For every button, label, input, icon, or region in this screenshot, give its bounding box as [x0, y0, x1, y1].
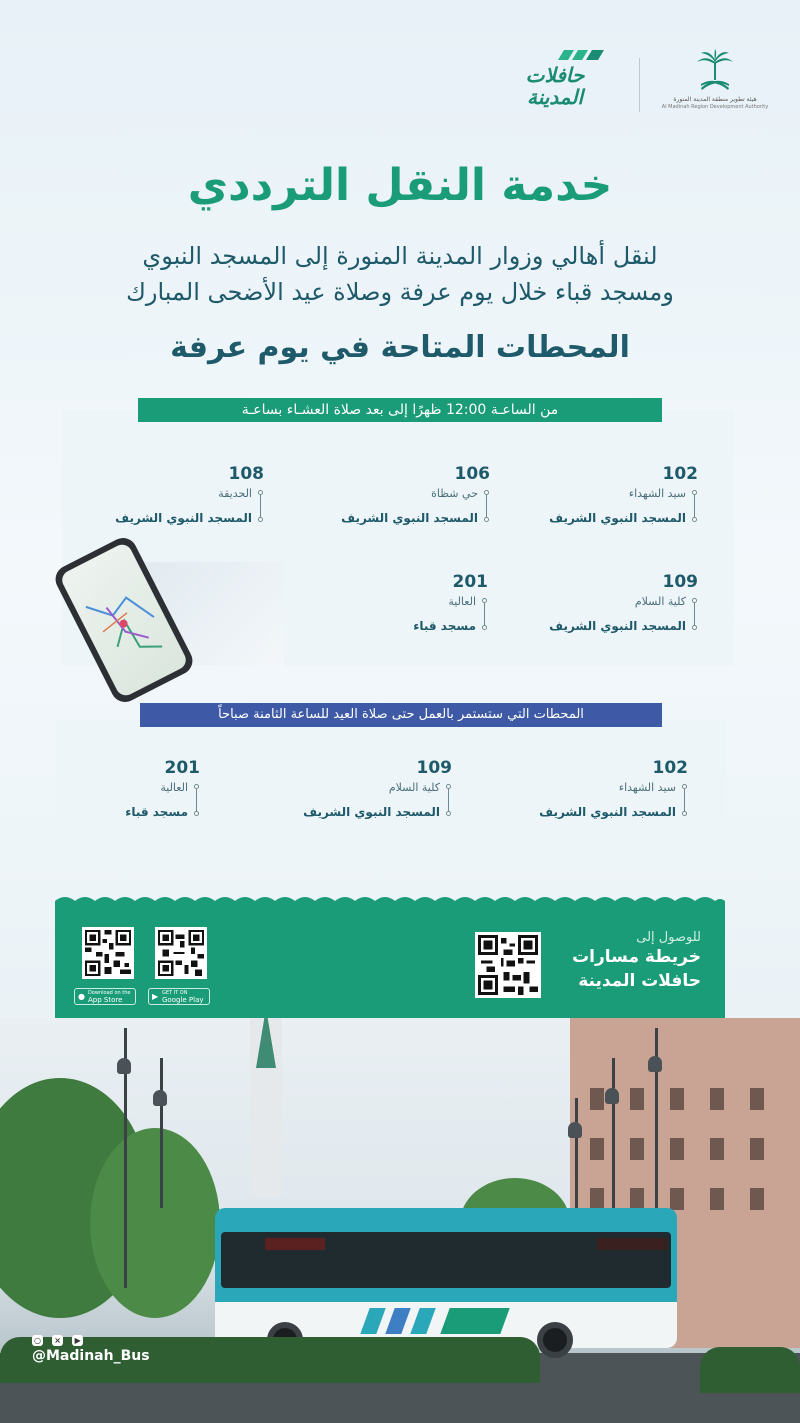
window — [710, 1188, 724, 1210]
app-store-badge[interactable] — [74, 988, 136, 1005]
station-to: المسجد النبوي الشريف — [115, 511, 252, 525]
app-store-line1: Download on the — [88, 990, 131, 996]
madinah-buses-logo — [500, 50, 610, 108]
station-route — [498, 594, 698, 634]
authority-logo — [660, 48, 770, 110]
route-start-dot-icon — [446, 784, 451, 789]
route-end-dot-icon — [258, 517, 263, 522]
route-end-dot-icon — [682, 811, 687, 816]
station-route — [252, 780, 452, 820]
station-to: المسجد النبوي الشريف — [341, 511, 478, 525]
station-card — [288, 572, 488, 634]
route-start-dot-icon — [194, 784, 199, 789]
route-end-dot-icon — [194, 811, 199, 816]
qr-code-icon — [158, 930, 204, 976]
window — [630, 1088, 644, 1110]
window — [590, 1188, 604, 1210]
app-store-line2: App Store — [88, 996, 123, 1004]
route-end-dot-icon — [484, 517, 489, 522]
lamp-post — [612, 1058, 615, 1228]
station-from: حي شظاة — [431, 487, 478, 500]
window — [630, 1138, 644, 1160]
caption-line2: خريطة مسارات — [572, 947, 701, 967]
window — [670, 1138, 684, 1160]
station-route — [288, 594, 488, 634]
street-lamp-icon — [153, 1090, 167, 1106]
app-store-qr-code[interactable] — [82, 927, 134, 979]
page-subtitle — [60, 238, 740, 310]
page-title: خدمة النقل الترددي — [187, 160, 613, 211]
station-from: سيد الشهداء — [628, 487, 686, 500]
logo-divider — [639, 58, 640, 112]
window — [710, 1138, 724, 1160]
window — [630, 1188, 644, 1210]
window — [750, 1138, 764, 1160]
bus-livery-stripe — [440, 1308, 509, 1334]
google-play-line1: GET IT ON — [162, 990, 188, 996]
caption-line3: حافلات المدينة — [578, 971, 701, 991]
arafah-hours-ribbon: من الساعـة 12:00 ظهرًا إلى بعد صلاة العشـاء بساعـة — [138, 398, 662, 422]
subtitle-line-2: ومسجد قباء خلال يوم عرفة وصلاة عيد الأضحى المبارك — [126, 278, 674, 306]
station-to: المسجد النبوي الشريف — [549, 619, 686, 633]
buses-logo-line2: المدينة — [526, 85, 584, 109]
social-footer — [32, 1328, 192, 1364]
qr-code-icon — [478, 935, 538, 995]
station-number: 108 — [228, 464, 264, 484]
station-from: كلية السلام — [634, 595, 686, 608]
station-card — [488, 758, 688, 820]
route-end-dot-icon — [482, 625, 487, 630]
route-start-dot-icon — [484, 490, 489, 495]
route-map-caption — [555, 930, 701, 993]
instagram-icon[interactable]: ○ — [32, 1335, 43, 1346]
station-to: مسجد قباء — [413, 619, 476, 633]
eid-hours-ribbon: المحطات التي ستستمر بالعمل حتى صلاة العيد للساعة الثامنة صباحاً — [140, 703, 662, 727]
hedge — [700, 1347, 800, 1393]
station-route — [498, 486, 698, 526]
route-start-dot-icon — [482, 598, 487, 603]
station-route — [64, 486, 264, 526]
station-from: العالية — [448, 595, 476, 608]
subtitle-line-1: لنقل أهالي وزوار المدينة المنورة إلى المسجد النبوي — [142, 242, 658, 270]
street-lamp-icon — [117, 1058, 131, 1074]
bus-destination-sign — [265, 1238, 325, 1250]
caption-line1: للوصول إلى — [636, 930, 701, 945]
header-logos — [460, 48, 770, 128]
tree — [90, 1128, 220, 1318]
station-from: الحديقة — [218, 487, 252, 500]
bus-photo — [215, 1208, 677, 1348]
bus-front-sign — [597, 1238, 667, 1250]
station-card — [498, 464, 698, 526]
station-from: كلية السلام — [388, 781, 440, 794]
station-route — [290, 486, 490, 526]
window — [590, 1088, 604, 1110]
logo-stripes-icon — [556, 50, 606, 60]
qr-code-icon — [85, 930, 131, 976]
station-number: 109 — [662, 572, 698, 592]
station-number: 201 — [452, 572, 488, 592]
station-to: مسجد قباء — [125, 805, 188, 819]
station-to: المسجد النبوي الشريف — [539, 805, 676, 819]
station-route — [0, 780, 200, 820]
authority-name-en: Al Madinah Region Development Authority — [661, 104, 769, 110]
station-card — [0, 758, 200, 820]
window — [590, 1138, 604, 1160]
google-play-qr-code[interactable] — [155, 927, 207, 979]
station-number: 102 — [652, 758, 688, 778]
social-handle[interactable]: @Madinah_Bus — [32, 1348, 150, 1364]
google-play-line2: Google Play — [162, 996, 204, 1004]
x-icon[interactable]: × — [52, 1335, 63, 1346]
apple-icon: ● — [78, 992, 85, 1001]
authority-name-ar: هيئة تطوير منطقة المدينة المنورة — [673, 96, 757, 103]
route-start-dot-icon — [258, 490, 263, 495]
palm-swords-emblem-icon — [693, 48, 737, 92]
lamp-post — [160, 1058, 163, 1208]
youtube-icon[interactable]: ▶ — [72, 1335, 83, 1346]
station-from: سيد الشهداء — [618, 781, 676, 794]
street-lamp-icon — [568, 1122, 582, 1138]
station-card — [252, 758, 452, 820]
bus-wheel — [537, 1322, 573, 1358]
window — [670, 1088, 684, 1110]
google-play-icon: ▶ — [152, 992, 159, 1001]
window — [750, 1188, 764, 1210]
route-start-dot-icon — [692, 598, 697, 603]
route-start-dot-icon — [682, 784, 687, 789]
window — [710, 1088, 724, 1110]
station-card — [290, 464, 490, 526]
station-to: المسجد النبوي الشريف — [303, 805, 440, 819]
route-end-dot-icon — [692, 625, 697, 630]
route-map-qr-code[interactable] — [475, 932, 541, 998]
buses-logo-line1: حافلات — [525, 63, 585, 87]
route-start-dot-icon — [692, 490, 697, 495]
station-route — [488, 780, 688, 820]
street-lamp-icon — [648, 1056, 662, 1072]
window — [750, 1088, 764, 1110]
station-number: 109 — [416, 758, 452, 778]
station-card — [64, 464, 264, 526]
route-end-dot-icon — [446, 811, 451, 816]
station-card — [498, 572, 698, 634]
route-end-dot-icon — [692, 517, 697, 522]
station-number: 201 — [164, 758, 200, 778]
window — [670, 1188, 684, 1210]
arafah-stations-title: المحطات المتاحة في يوم عرفة — [170, 330, 630, 365]
google-play-badge[interactable] — [148, 988, 210, 1005]
social-icons — [32, 1328, 192, 1344]
station-from: العالية — [160, 781, 188, 794]
station-number: 102 — [662, 464, 698, 484]
street-lamp-icon — [605, 1088, 619, 1104]
station-number: 106 — [454, 464, 490, 484]
station-to: المسجد النبوي الشريف — [549, 511, 686, 525]
